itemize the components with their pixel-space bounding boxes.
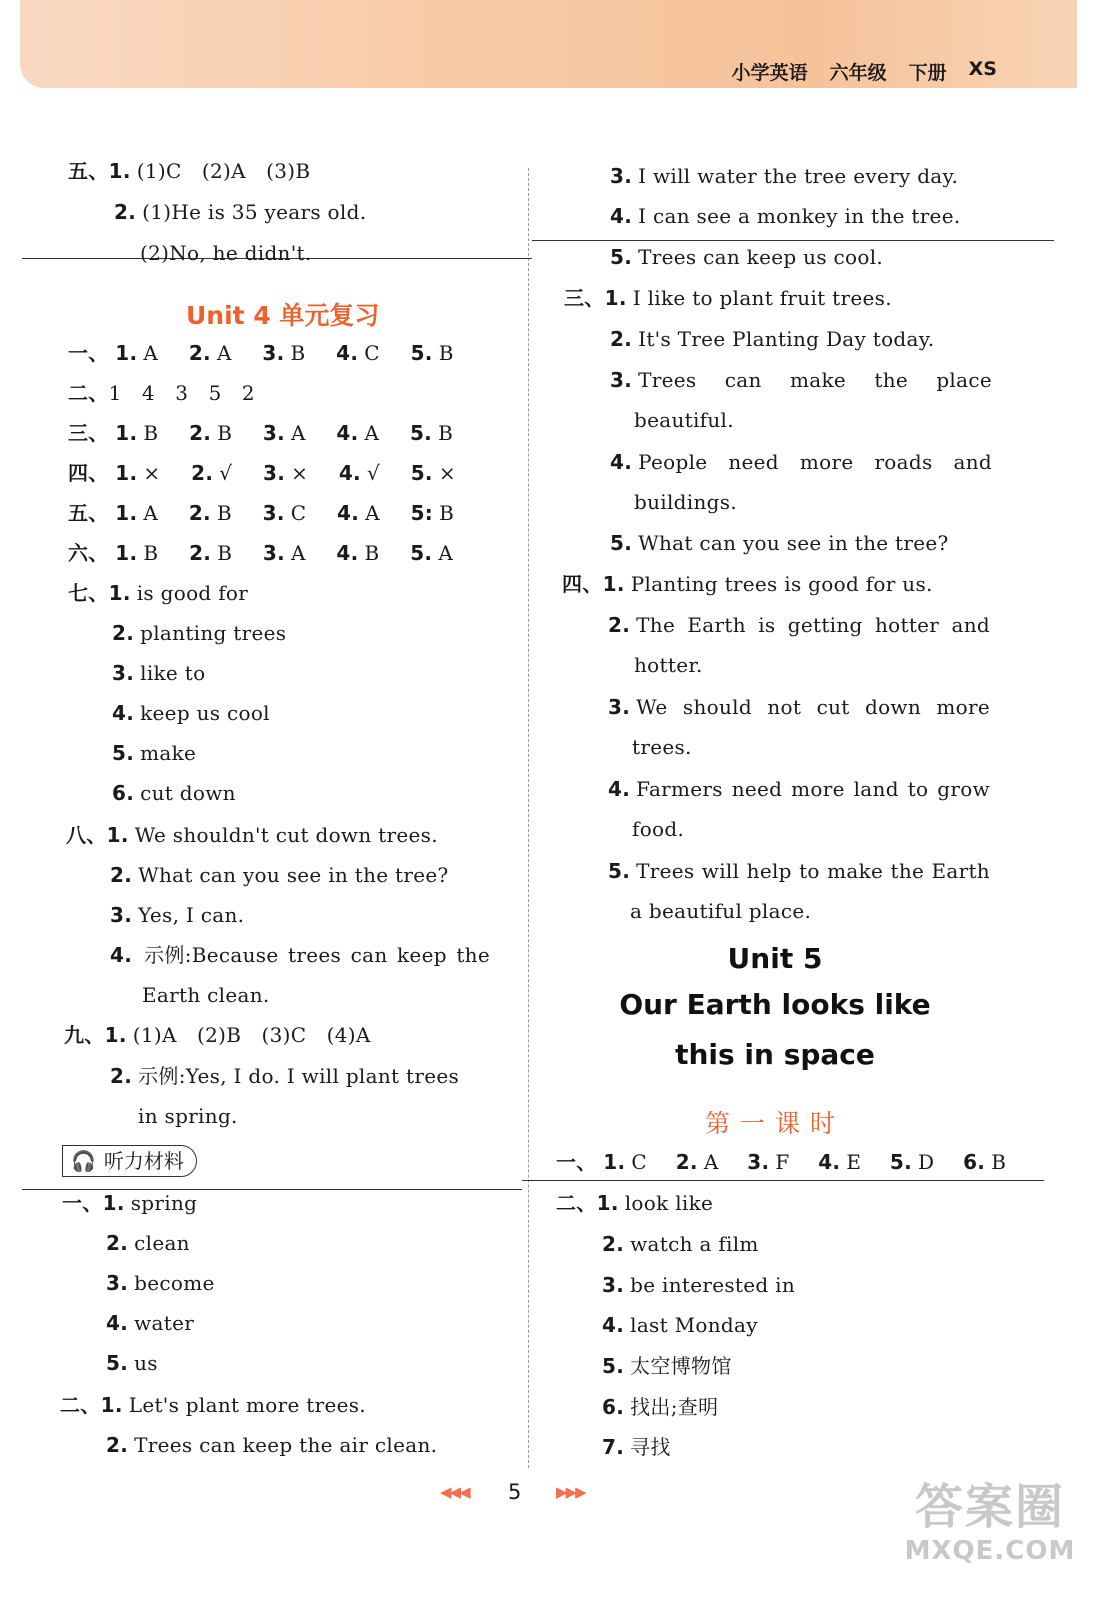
answer-line: 2. What can you see in the tree? bbox=[110, 863, 449, 887]
answer-line: in spring. bbox=[138, 1104, 238, 1128]
answer-line: 4. water bbox=[106, 1311, 195, 1335]
book-info bbox=[732, 58, 997, 85]
answer-line: 4. I can see a monkey in the tree. bbox=[610, 204, 961, 228]
answer-line: Earth clean. bbox=[142, 983, 270, 1007]
answer-line: 2. planting trees bbox=[112, 621, 287, 645]
answer-line: 2. It's Tree Planting Day today. bbox=[610, 327, 935, 351]
answer-row: 一、 1. C 2. A 3. F 4. E 5. D 6. B bbox=[556, 1150, 1007, 1174]
answer-line: 3. We should not cut down more bbox=[608, 695, 990, 719]
answer-line: 5. Trees can keep us cool. bbox=[610, 245, 884, 269]
answer-line: buildings. bbox=[634, 490, 737, 514]
edition: XS bbox=[968, 58, 997, 80]
answer-line: 6. 找出;查明 bbox=[602, 1395, 719, 1419]
answer-line: 3. become bbox=[106, 1271, 215, 1295]
answer-line: 5. us bbox=[106, 1351, 158, 1375]
answer-line: beautiful. bbox=[634, 408, 734, 432]
watermark-logo: 答案圈 bbox=[914, 1479, 1065, 1535]
answer-line: trees. bbox=[632, 735, 692, 759]
answer-line: 五、1. (1)C (2)A (3)B bbox=[68, 159, 311, 183]
answer-line: 7. 寻找 bbox=[602, 1435, 671, 1459]
answer-line: 2. clean bbox=[106, 1231, 190, 1255]
answer-line: 2. Trees can keep the air clean. bbox=[106, 1433, 438, 1457]
answer-line: food. bbox=[632, 817, 685, 841]
answer-line: 一、1. spring bbox=[62, 1191, 198, 1215]
page-number: 5 bbox=[508, 1480, 522, 1504]
answer-row: 六、 1. B 2. B 3. A 4. B 5. A bbox=[68, 541, 454, 565]
answer-line: 4. keep us cool bbox=[112, 701, 270, 725]
next-arrows-icon: ▶▶▶ bbox=[556, 1483, 585, 1501]
answer-row: 五、 1. A 2. B 3. C 4. A 5: B bbox=[68, 501, 455, 525]
answer-line: 2. watch a film bbox=[602, 1232, 759, 1256]
answer-line: 3. be interested in bbox=[602, 1273, 796, 1297]
answer-row: 四、 1. × 2. √ 3. × 4. √ 5. × bbox=[68, 461, 456, 485]
answer-line: 3. Yes, I can. bbox=[110, 903, 245, 927]
answer-line: 5. 太空博物馆 bbox=[602, 1354, 732, 1378]
answer-line: hotter. bbox=[634, 653, 703, 677]
answer-line: 四、1. Planting trees is good for us. bbox=[562, 572, 933, 596]
answer-line: 4. People need more roads and bbox=[610, 450, 992, 474]
answer-line: 4. 示例:Because trees can keep the bbox=[110, 943, 490, 967]
answer-row: 三、 1. B 2. B 3. A 4. A 5. B bbox=[68, 421, 454, 445]
listening-material-tag: 🎧 听力材料 bbox=[62, 1145, 197, 1177]
unit5-title-line: this in space bbox=[675, 1038, 875, 1071]
answer-line: 2. (1)He is 35 years old. bbox=[114, 200, 367, 224]
subject: 小学英语 bbox=[731, 62, 808, 84]
headphone-icon: 🎧 bbox=[71, 1149, 96, 1173]
answer-row: 二、1 4 3 5 2 bbox=[68, 381, 255, 405]
answer-line: 5. What can you see in the tree? bbox=[610, 531, 949, 555]
prev-arrows-icon: ◀◀◀ bbox=[440, 1483, 469, 1501]
grade: 六年级 bbox=[829, 62, 887, 84]
answer-line: 三、1. I like to plant fruit trees. bbox=[564, 286, 892, 310]
unit5-heading: Unit 5 bbox=[727, 942, 823, 975]
answer-line: 4. Farmers need more land to grow bbox=[608, 777, 990, 801]
watermark bbox=[900, 1478, 1080, 1588]
unit5-title-line: Our Earth looks like bbox=[619, 988, 931, 1021]
bottom-rule-right bbox=[522, 1180, 1044, 1181]
answer-line: 3. like to bbox=[112, 661, 206, 685]
watermark-url: MXQE.COM bbox=[904, 1536, 1076, 1566]
answer-line: 二、1. Let's plant more trees. bbox=[60, 1393, 366, 1417]
column-divider bbox=[528, 168, 529, 1468]
volume: 下册 bbox=[908, 62, 947, 84]
answer-line: 5. make bbox=[112, 741, 197, 765]
unit4-heading: Unit 4 单元复习 bbox=[186, 301, 380, 330]
top-rule-right bbox=[532, 240, 1054, 241]
answer-row: 一、 1. A 2. A 3. B 4. C 5. B bbox=[68, 341, 454, 365]
answer-line: 3. I will water the tree every day. bbox=[610, 164, 959, 188]
answer-line: (2)No, he didn't. bbox=[140, 241, 312, 265]
answer-line: 4. last Monday bbox=[602, 1313, 758, 1337]
lesson-heading: 第一课时 bbox=[704, 1109, 845, 1138]
answer-line: a beautiful place. bbox=[630, 899, 812, 923]
answer-line: 二、1. look like bbox=[556, 1191, 714, 1215]
answer-line: 2. 示例:Yes, I do. I will plant trees bbox=[110, 1064, 460, 1088]
answer-line: 七、1. is good for bbox=[68, 581, 249, 605]
answer-line: 九、1. (1)A (2)B (3)C (4)A bbox=[64, 1023, 371, 1047]
answer-line: 6. cut down bbox=[112, 781, 236, 805]
answer-line: 5. Trees will help to make the Earth bbox=[608, 859, 990, 883]
answer-line: 2. The Earth is getting hotter and bbox=[608, 613, 990, 637]
answer-line: 八、1. We shouldn't cut down trees. bbox=[66, 823, 438, 847]
answer-line: 3. Trees can make the place bbox=[610, 368, 992, 392]
